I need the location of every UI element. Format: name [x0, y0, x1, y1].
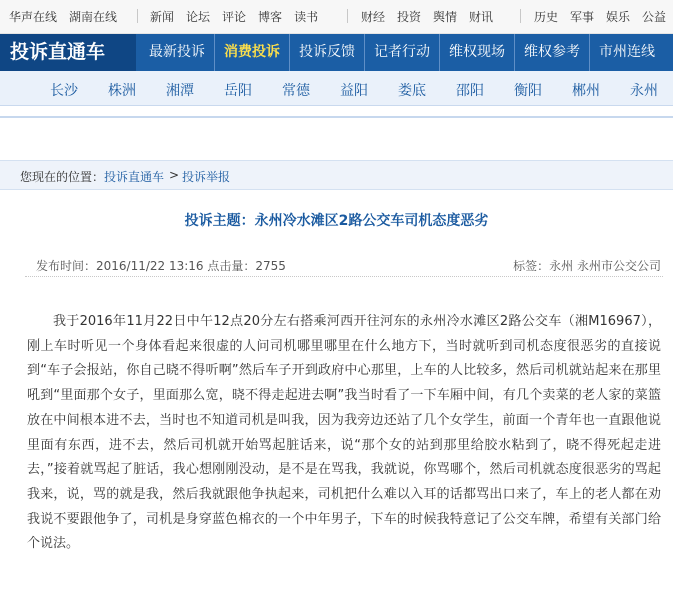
- article-body: 我于2016年11月22日中午12点20分左右搭乘河西开往河东的永州冷水滩区2路公交车（湘M16967），刚上车时听见一个身体看起来很虚的人问司机哪里哪里在什么地方下，当时就听到司机态度很恶劣的直接说到“车子会报站，你自己晓不得听啊”然后车子开到政府中心那里，上车的人比较多，然后司机就站起来在那里吼到“里面那个女子，里面那么宽，晓不得走起进去啊”我当时看了一下车厢中间，有几个卖菜的老人家的菜篮放在中间根本进不去，当时也不知道司机是叫我，因为我旁边还站了几个女学生，前面一个青年也一直跟他说里面有东西，进不去，然后司机就开始骂起脏话来，说“那个女的站到那里给胶水粘到了，晓不得死起走进去，”接着就骂起了脏话，我心想刚刚没动，是不是在骂我，我就说，你骂哪个，然后司机就态度很恶劣的骂起我来，说，骂的就是我，然后我就跟他争执起来，司机把什么难以入耳的话都骂出口来了，车上的老人都在劝我说不要跟他争了，司机是身穿蓝色棉衣的一个中年男子，下车的时候我特意记了公交车牌，希望有关部门给个说法。: [27, 314, 661, 552]
- meta-divider: [25, 276, 663, 277]
- nav-latest[interactable]: 最新投诉: [140, 34, 215, 71]
- breadcrumb-item-complaint[interactable]: 投诉举报: [182, 170, 231, 184]
- city-link-xiangtan[interactable]: 湘潭: [166, 83, 194, 99]
- city-link-loudi[interactable]: 娄底: [398, 83, 426, 99]
- top-group-finance: [361, 8, 505, 25]
- city-link-changsha[interactable]: 长沙: [50, 83, 78, 99]
- top-divider: [137, 9, 138, 23]
- top-group-news: [150, 8, 330, 25]
- top-divider: [520, 9, 521, 23]
- city-nav-bar: [0, 71, 673, 106]
- city-link-yongzhou[interactable]: 永州: [630, 83, 658, 99]
- article-tags: 标签：永州 永州市公交公司: [513, 259, 661, 273]
- nav-feedback[interactable]: 投诉反馈: [290, 34, 365, 71]
- breadcrumb-separator: >: [169, 168, 180, 182]
- top-link-hsonline[interactable]: 华声在线: [9, 10, 58, 24]
- top-link-invest[interactable]: 投资: [397, 10, 422, 24]
- nav-rights-scene[interactable]: 维权现场: [440, 34, 515, 71]
- top-link-finance[interactable]: 财经: [361, 10, 386, 24]
- top-link-forum[interactable]: 论坛: [186, 10, 211, 24]
- top-group-more: [534, 8, 673, 25]
- top-link-news[interactable]: 新闻: [150, 10, 175, 24]
- top-divider: [347, 9, 348, 23]
- main-nav: [140, 34, 664, 71]
- city-link-hengyang[interactable]: 衡阳: [514, 83, 542, 99]
- top-link-reading[interactable]: 读书: [294, 10, 319, 24]
- city-link-chenzhou[interactable]: 郴州: [572, 83, 600, 99]
- brand-logo[interactable]: 投诉直通车: [0, 34, 136, 71]
- top-link-history[interactable]: 历史: [534, 10, 559, 24]
- main-nav-bar: [0, 34, 673, 71]
- city-link-changde[interactable]: 常德: [282, 83, 310, 99]
- article-title: 投诉主题：永州冷水滩区2路公交车司机态度恶劣: [184, 213, 489, 229]
- top-link-ent[interactable]: 娱乐: [606, 10, 631, 24]
- breadcrumb: [0, 160, 673, 190]
- nav-rights-ref[interactable]: 维权参考: [515, 34, 590, 71]
- top-link-opinion[interactable]: 舆情: [433, 10, 458, 24]
- city-link-shaoyang[interactable]: 邵阳: [456, 83, 484, 99]
- article-meta-info: 发布时间：2016/11/22 13:16 点击量：2755: [36, 259, 286, 273]
- top-link-charity[interactable]: 公益: [642, 10, 667, 24]
- top-group-sites: [9, 8, 129, 25]
- top-link-blog[interactable]: 博客: [258, 10, 283, 24]
- top-link-fin-news[interactable]: 财讯: [469, 10, 494, 24]
- nav-consumer-active[interactable]: 消费投诉: [215, 34, 290, 71]
- breadcrumb-item-home[interactable]: 投诉直通车: [104, 170, 165, 184]
- nav-reporter[interactable]: 记者行动: [365, 34, 440, 71]
- city-link-yiyang[interactable]: 益阳: [340, 83, 368, 99]
- top-link-hnonline[interactable]: 湖南在线: [69, 10, 118, 24]
- top-link-bar: [0, 0, 673, 34]
- breadcrumb-prefix: 您现在的位置：: [20, 170, 105, 184]
- city-link-zhuzhou[interactable]: 株洲: [108, 83, 136, 99]
- nav-city-link[interactable]: 市州连线: [599, 44, 655, 60]
- top-link-comment[interactable]: 评论: [222, 10, 247, 24]
- top-link-military[interactable]: 军事: [570, 10, 595, 24]
- section-divider: [0, 116, 673, 118]
- city-link-yueyang[interactable]: 岳阳: [224, 83, 252, 99]
